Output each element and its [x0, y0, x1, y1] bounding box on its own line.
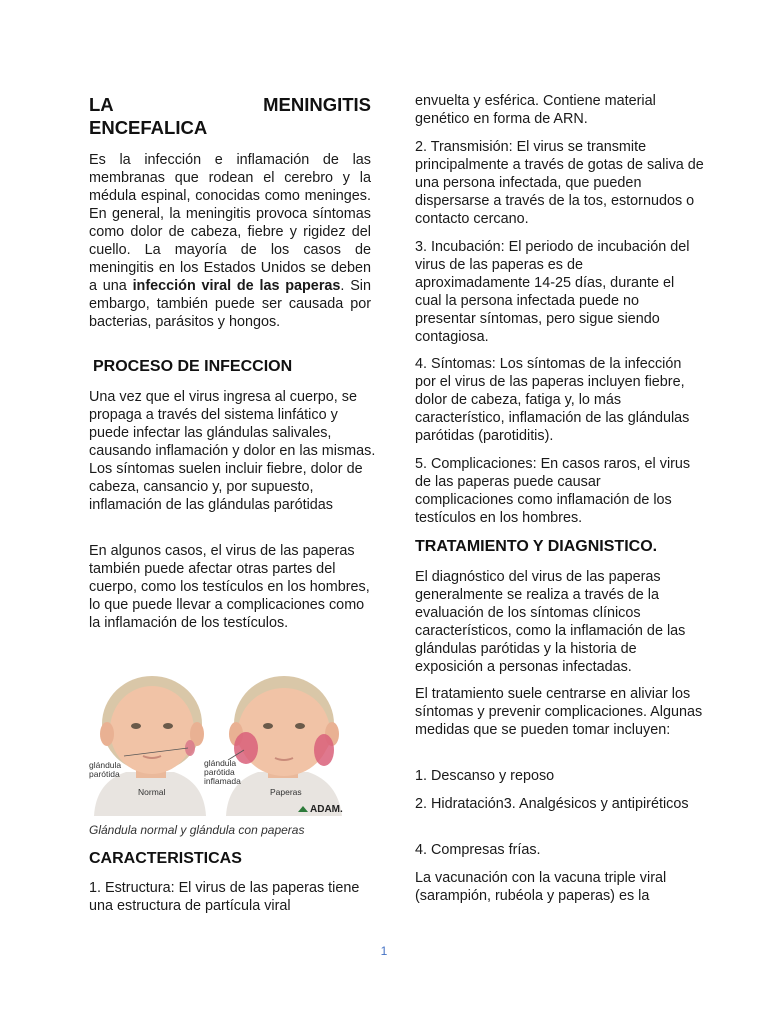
- mumps-swollen-gland-right: [314, 734, 334, 766]
- mumps-child-eye-left: [263, 723, 273, 729]
- mumps-child-face: [238, 688, 330, 776]
- caracteristicas-item-4: 4. Síntomas: Los síntomas de la infección por el virus de las paperas incluyen fiebre, dolor de cabeza, fatiga y, lo más característico, inflamación de las glándulas parótidas (parotiditis).: [415, 356, 690, 444]
- normal-child-ear-left: [100, 722, 114, 746]
- mumps-swollen-gland-left: [234, 732, 258, 764]
- tratamiento-item-2: 2. Hidratación3. Analgésicos y antipiréticos: [415, 796, 689, 812]
- page-title: [89, 93, 371, 139]
- label-normal: Normal: [138, 787, 166, 797]
- tratamiento-item-1: 1. Descanso y reposo: [415, 768, 555, 784]
- normal-child-eye-left: [131, 723, 141, 729]
- proceso-paragraph-2: En algunos casos, el virus de las paperas también puede afectar otras partes del cuerpo, como los testículos en los hombres, lo que puede llevar a complicaciones como la inflamación de los testículos.: [89, 543, 370, 631]
- normal-child-eye-right: [163, 723, 173, 729]
- intro-text-after: . Sin embargo, también puede ser causada por bacterias, parásitos y hongos.: [89, 278, 371, 330]
- caracteristicas-item-1: 1. Estructura: El virus de las paperas tiene una estructura de partícula viral: [89, 880, 360, 914]
- label-gland-inflamed-2: parótida: [204, 767, 235, 777]
- intro-bold-text: infección viral de las paperas: [132, 278, 341, 294]
- tratamiento-item-3: 4. Compresas frías.: [415, 842, 541, 858]
- caracteristicas-item-3: 3. Incubación: El periodo de incubación del virus de las paperas es de aproximadamente 14-25 días, durante el cual la persona infectada puede no presentar síntomas, pero sigue siendo contagiosa.: [415, 239, 690, 345]
- page-number: 1: [380, 944, 388, 958]
- tratamiento-paragraph-2: El tratamiento suele centrarse en aliviar los síntomas y prevenir complicaciones. Algunas medidas que se pueden tomar incluyen:: [415, 686, 703, 738]
- label-gland-normal-1: glándula: [89, 760, 122, 770]
- intro-paragraph: [89, 151, 371, 331]
- caracteristicas-item-5: 5. Complicaciones: En casos raros, el virus de las paperas puede causar complicaciones como inflamación de los testículos en los hombres.: [415, 456, 691, 526]
- mumps-illustration-svg: [86, 664, 356, 816]
- title-word-la: LA: [89, 94, 114, 115]
- title-line-2: ENCEFALICA: [89, 117, 208, 138]
- intro-text-before: Es la infección e inflamación de las membranas que rodean el cerebro y la médula espinal, conocidas como meninges. En general, la meningitis provoca síntomas como dolor de cabeza, fiebre y rigidez del cuello. La mayoría de los casos de meningitis en los Estados Unidos se deben a una: [89, 152, 371, 294]
- proceso-paragraph-1: Una vez que el virus ingresa al cuerpo, se propaga a través del sistema linfático y puede infectar las glándulas salivales, causando inflamación y dolor en las mismas. Los síntomas suelen incluir fiebre, dolor de cabeza, cansancio y, por supuesto, inflamación de las glándulas parótidas: [89, 389, 376, 513]
- label-gland-inflamed-1: glándula: [204, 758, 237, 768]
- title-word-meningitis: MENINGITIS: [263, 94, 371, 115]
- caracteristicas-item-1-continued: envuelta y esférica. Contiene material genético en forma de ARN.: [415, 93, 656, 127]
- heading-proceso: PROCESO DE INFECCION: [93, 358, 293, 375]
- normal-child-face: [110, 686, 194, 774]
- heading-tratamiento: TRATAMIENTO Y DIAGNISTICO.: [415, 538, 658, 555]
- normal-child-figure: [89, 676, 206, 816]
- mumps-child-eye-right: [295, 723, 305, 729]
- label-gland-inflamed-3: inflamada: [204, 776, 241, 786]
- tratamiento-paragraph-vacuna: La vacunación con la vacuna triple viral (sarampión, rubéola y paperas) es la: [415, 870, 667, 904]
- heading-caracteristicas: CARACTERISTICAS: [89, 850, 242, 867]
- label-gland-normal-2: parótida: [89, 769, 120, 779]
- adam-logo-text: ADAM.: [310, 804, 343, 815]
- caracteristicas-item-2: 2. Transmisión: El virus se transmite principalmente a través de gotas de saliva de una persona infectada, que pueden dispersarse a través de la tos, estornudos o contacto cercano.: [415, 139, 704, 227]
- mumps-child-figure: [204, 676, 343, 816]
- label-mumps: Paperas: [270, 787, 302, 797]
- tratamiento-paragraph-1: El diagnóstico del virus de las paperas generalmente se realiza a través de la evaluación de los síntomas clínicos característicos, como la inflamación de las glándulas parótidas y la historia de exposición a personas infectadas.: [415, 569, 686, 675]
- figure-caption: Glándula normal y glándula con paperas: [89, 823, 305, 837]
- mumps-illustration: [86, 664, 356, 816]
